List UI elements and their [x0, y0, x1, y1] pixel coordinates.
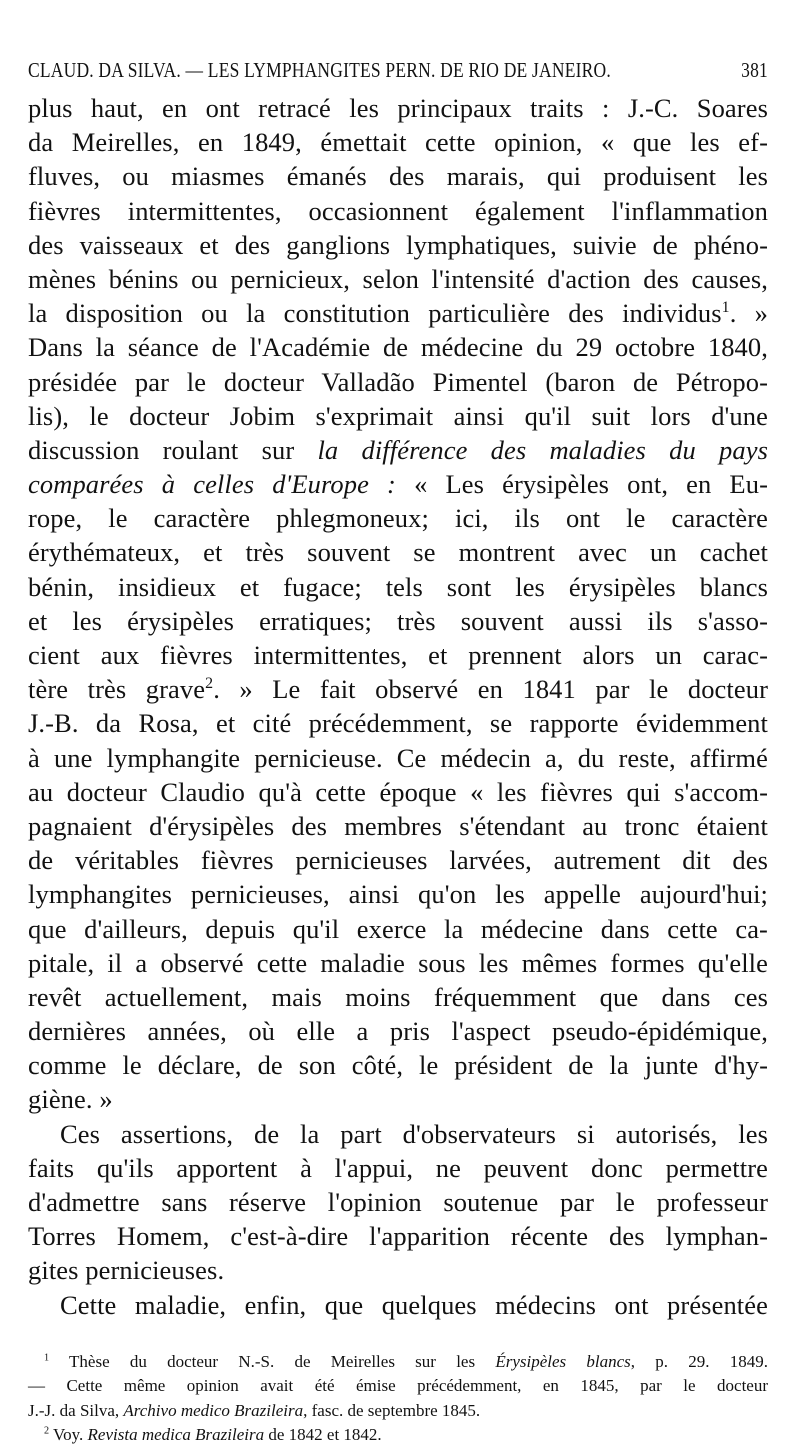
- text-line: lymphangites pernicieuses, ainsi qu'on les appelle aujourd'hui;: [28, 879, 768, 910]
- text-line: pitale, il a observé cette maladie sous les mêmes formes qu'elle: [28, 947, 768, 978]
- text-line: fluves, ou miasmes émanés des marais, qui produisent les: [28, 161, 768, 192]
- text-line: Ces assertions, de la part d'observateurs si autorisés, les: [60, 1118, 768, 1149]
- text-line: mènes bénins ou pernicieux, selon l'intensité d'action des causes,: [28, 263, 768, 294]
- text-line: J.-B. da Rosa, et cité précédemment, se rapporte évidemment: [28, 708, 768, 739]
- running-head: [28, 52, 768, 87]
- text-line: cient aux fièvres intermittentes, et prennent alors un carac-: [28, 640, 768, 670]
- text-line: gites pernicieuses.: [28, 1255, 225, 1286]
- footnote-italic: Archivo medico Brazileira: [123, 1400, 304, 1420]
- text-line: des vaisseaux et des ganglions lymphatiques, suivie de phéno-: [28, 229, 768, 260]
- footnote-mark: 1: [44, 1352, 50, 1364]
- line-text: « Les érysipèles ont, en Eu-: [414, 469, 768, 500]
- footnote-italic: Revista medica Brazileira: [87, 1425, 265, 1445]
- footnote-text: Voy.: [53, 1425, 84, 1445]
- text-line: Torres Homem, c'est-à-dire l'apparition récente des lymphan-: [28, 1221, 768, 1252]
- text-line: faits qu'ils apportent à l'appui, ne peuvent donc permettre: [28, 1152, 768, 1183]
- footnote-ref: 1: [721, 299, 730, 317]
- text-line: bénin, insidieux et fugace; tels sont les érysipèles blancs: [28, 571, 768, 602]
- body-text: [28, 91, 768, 1322]
- footnote-text: Thèse du docteur N.-S. de Meirelles sur les: [69, 1351, 476, 1371]
- text-line: que d'ailleurs, depuis qu'il exerce la médecine dans cette ca-: [28, 913, 768, 944]
- line-text: discussion roulant sur: [28, 434, 295, 465]
- text-line: Cette maladie, enfin, que quelques médecins ont présentée: [60, 1289, 768, 1320]
- line-text: . »: [729, 298, 768, 329]
- text-line: de véritables fièvres pernicieuses larvées, autrement dit des: [28, 845, 768, 876]
- text-line: da Meirelles, en 1849, émettait cette opinion, « que les ef-: [28, 127, 768, 158]
- text-line: [28, 672, 768, 706]
- text-line: et les érysipèles erratiques; très souvent aussi ils s'asso-: [28, 605, 768, 636]
- text-line: au docteur Claudio qu'à cette époque « les fièvres qui s'accom-: [28, 776, 768, 807]
- text-line: revêt actuellement, mais moins fréquemment que dans ces: [28, 981, 768, 1012]
- footnote-mark: 2: [44, 1425, 50, 1437]
- footnote-line: [28, 1399, 768, 1424]
- text-line: d'admettre sans réserve l'opinion soutenue par le professeur: [28, 1187, 768, 1217]
- text-line: fièvres intermittentes, occasionnent également l'inflammation: [28, 195, 768, 226]
- footnote-text: , fasc. de septembre 1845.: [303, 1400, 481, 1420]
- text-line: à une lymphangite pernicieuse. Ce médecin a, du reste, affirmé: [28, 742, 768, 773]
- footnotes: [28, 1350, 768, 1448]
- footnote-line: [28, 1423, 768, 1448]
- text-line: plus haut, en ont retracé les principaux traits : J.-C. Soares: [28, 93, 768, 123]
- line-text: . » Le fait observé en 1841 par le docteur: [213, 674, 768, 705]
- text-line: dernières années, où elle a pris l'aspect pseudo-épidémique,: [28, 1016, 768, 1047]
- text-line: [28, 296, 768, 330]
- line-text: tère très grave: [28, 674, 206, 705]
- line-text: la disposition ou la constitution particulière des individus: [28, 298, 722, 329]
- text-line: [28, 467, 768, 501]
- text-line: comme le déclare, de son côté, le président de la junte d'hy-: [28, 1050, 768, 1081]
- text-line: Dans la séance de l'Académie de médecine du 29 octobre 1840,: [28, 332, 768, 363]
- page-number: 381: [741, 58, 768, 82]
- text-line: érythémateux, et très souvent se montrent avec un cachet: [28, 537, 768, 568]
- text-line: présidée par le docteur Valladão Pimentel (baron de Pétropo-: [28, 366, 768, 397]
- italic-title: la différence des maladies du pays: [317, 434, 768, 465]
- text-line: lis), le docteur Jobim s'exprimait ainsi qu'il suit lors d'une: [28, 400, 768, 431]
- footnote-italic: Érysipèles blancs: [495, 1351, 631, 1371]
- text-line: [28, 433, 768, 467]
- text-line: rope, le caractère phlegmoneux; ici, ils ont le caractère: [28, 503, 768, 534]
- text-line: pagnaient d'érysipèles des membres s'étendant au tronc étaient: [28, 810, 768, 841]
- book-page: [28, 55, 768, 1448]
- footnote-line: [28, 1350, 768, 1375]
- footnote-text: de 1842 et 1842.: [268, 1425, 382, 1445]
- running-title: CLAUD. DA SILVA. — LES LYMPHANGITES PERN. DE RIO DE JANEIRO.: [28, 58, 611, 82]
- footnote-text: , p. 29. 1849.: [630, 1351, 769, 1371]
- footnote-line: — Cette même opinion avait été émise précédemment, en 1845, par le docteur: [28, 1376, 768, 1396]
- footnote-text: J.-J. da Silva,: [28, 1400, 120, 1420]
- italic-title: comparées à celles d'Europe :: [28, 469, 396, 500]
- footnote-ref: 2: [205, 675, 214, 693]
- text-line: giène. »: [28, 1084, 113, 1115]
